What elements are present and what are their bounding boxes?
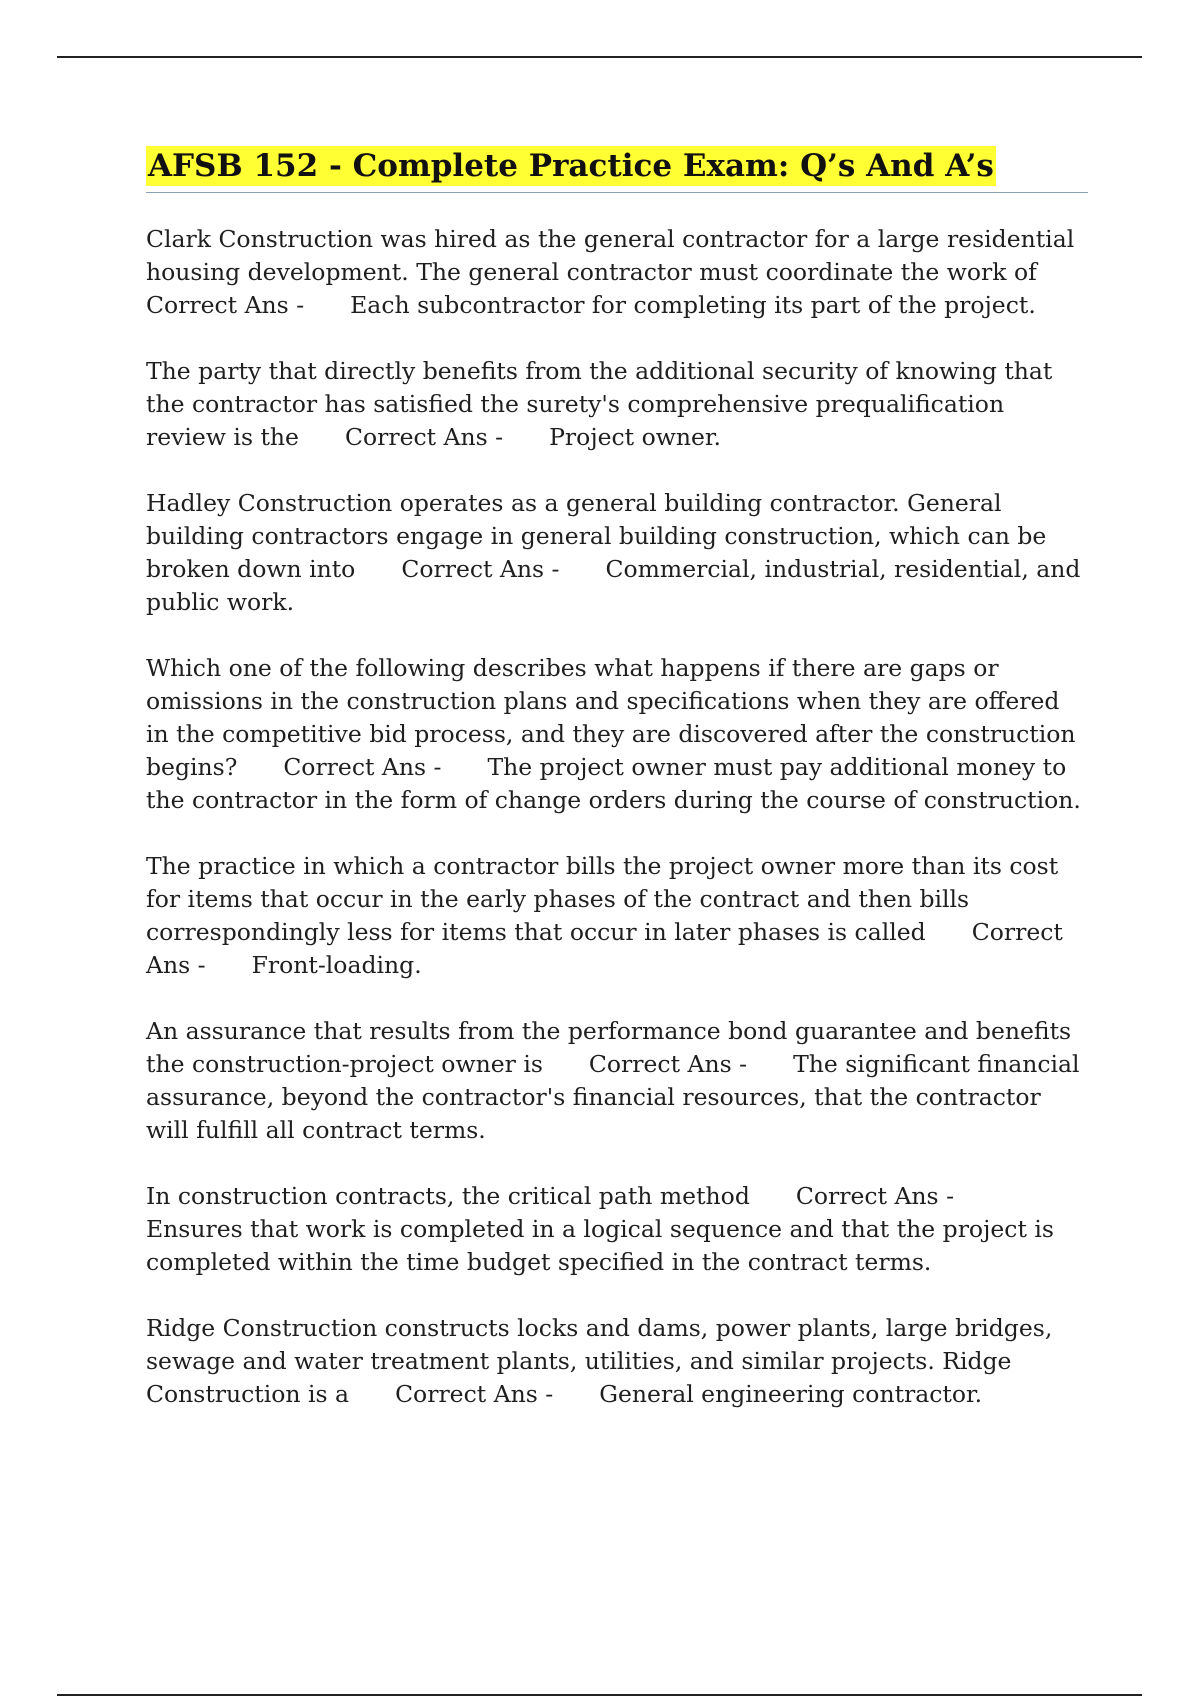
question-text: An assurance that results from the performance bond guarantee and benefits the construction-project owner is (146, 1017, 1072, 1078)
answer-text: The project owner must pay additional money to the contractor in the form of change orders during the course of construction. (146, 753, 1081, 814)
answer-text: The significant financial assurance, beyond the contractor's financial resources, that the contractor will fulfill all contract terms. (146, 1050, 1080, 1144)
qa-item-8 (146, 1312, 1088, 1411)
answer-label: Correct Ans - (588, 1050, 748, 1078)
qa-item-3 (146, 487, 1088, 619)
answer-text: Ensures that work is completed in a logical sequence and that the project is completed within the time budget specified in the contract terms. (146, 1215, 1054, 1276)
qa-item-6 (146, 1015, 1088, 1147)
question-text: Clark Construction was hired as the general contractor for a large residential housing development. The general contractor must coordinate the work of (146, 225, 1075, 286)
qa-item-5 (146, 850, 1088, 982)
answer-text: Front-loading. (251, 951, 422, 979)
document-body (146, 146, 1088, 1444)
answer-label: Correct Ans - (283, 753, 442, 781)
answer-text: Commercial, industrial, residential, and public work. (146, 555, 1081, 616)
question-text: Ridge Construction constructs locks and dams, power plants, large bridges, sewage and water treatment plants, utilities, and similar projects. Ridge Construction is a (146, 1314, 1053, 1408)
question-text: In construction contracts, the critical path method (146, 1182, 750, 1210)
answer-text: General engineering contractor. (599, 1380, 983, 1408)
answer-text: Each subcontractor for completing its part of the project. (350, 291, 1036, 319)
footer-rule (57, 1694, 1142, 1696)
qa-item-1 (146, 223, 1088, 322)
qa-item-2 (146, 355, 1088, 454)
page-title: AFSB 152 - Complete Practice Exam: Q’s And A’s (148, 148, 994, 184)
answer-text: Project owner. (549, 423, 722, 451)
answer-label: Correct Ans - (395, 1380, 554, 1408)
answer-label: Correct Ans - (401, 555, 560, 583)
qa-item-4 (146, 652, 1088, 817)
title-block (146, 146, 1088, 193)
question-text: The party that directly benefits from the additional security of knowing that the contractor has satisfied the surety's comprehensive prequalification review is the (146, 357, 1053, 451)
header-rule (57, 56, 1142, 58)
answer-label: Correct Ans - (795, 1182, 955, 1210)
question-text: The practice in which a contractor bills the project owner more than its cost for items that occur in the early phases of the contract and then bills correspondingly less for items that occur in later phases is called (146, 852, 1059, 946)
question-text: Hadley Construction operates as a general building contractor. General building contractors engage in general building construction, which can be broken down into (146, 489, 1047, 583)
question-text: Which one of the following describes what happens if there are gaps or omissions in the construction plans and specifications when they are offered in the competitive bid process, and they are discovered after the construction begins? (146, 654, 1076, 781)
answer-label: Correct Ans - (146, 291, 305, 319)
answer-label: Correct Ans - (146, 918, 1063, 979)
answer-label: Correct Ans - (344, 423, 504, 451)
qa-item-7 (146, 1180, 1088, 1279)
